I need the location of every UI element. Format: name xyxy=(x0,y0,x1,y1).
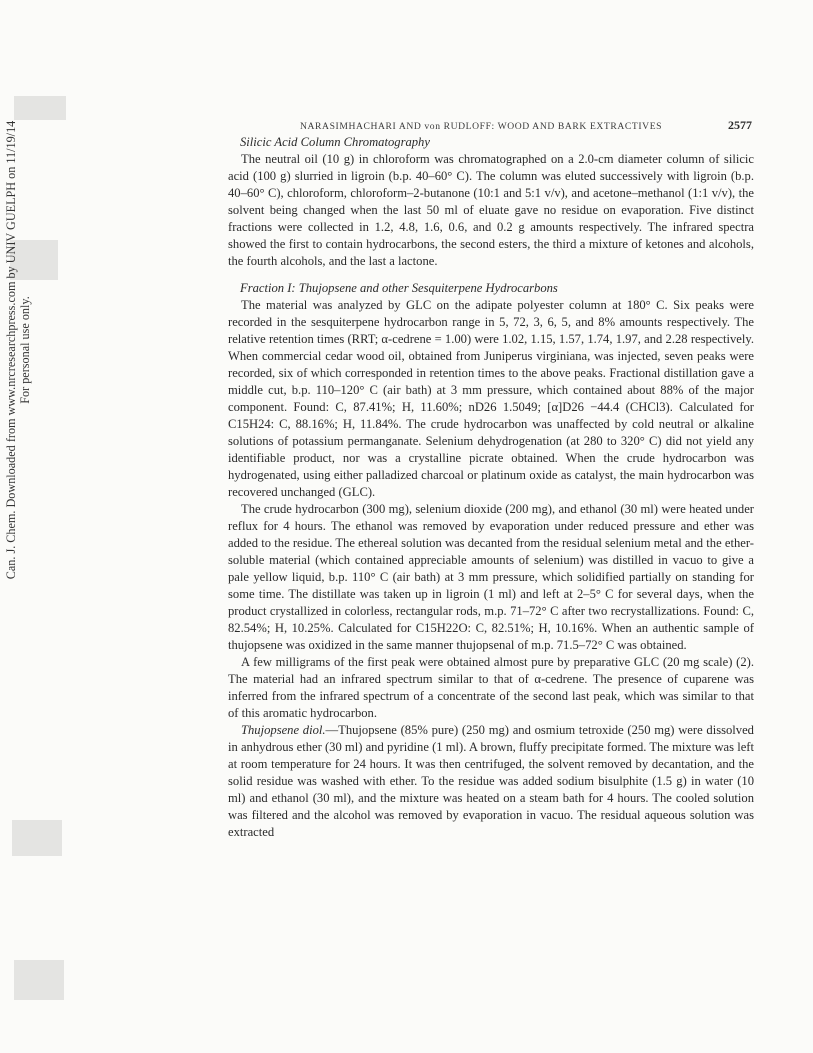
page-number: 2577 xyxy=(728,118,752,132)
download-notice-line: For personal use only. xyxy=(18,296,32,404)
paragraph: The material was analyzed by GLC on the adipate polyester column at 180° C. Six peaks were recorded in the sesquiterpene hydrocarbon range in 5, 72, 3, 6, 5, and 8% amounts respectively. The relative retention times (RRT; α-cedrene = 1.00) were 1.02, 1.15, 1.57, 1.74, 1.97, and 2.28 respectively. When commercial cedar wood oil, obtained from Juniperus virginiana, was injected, seven peaks were recorded, six of which corresponded in retention times to the above peaks. Fractional distillation gave a middle cut, b.p. 110–120° C (air bath) at 3 mm pressure, which contained about 88% of the major component. Found: C, 87.41%; H, 11.60%; nD26 1.5049; [α]D26 −44.4 (CHCl3). Calculated for C15H24: C, 88.16%; H, 11.84%. The crude hydrocarbon was unaffected by cold neutral or alkaline solutions of potassium permanganate. Selenium dehydrogenation (at 280 to 320° C) did not yield any identifiable product, nor was a crystalline picrate obtained. When the crude hydrocarbon was hydrogenated, using either palladized charcoal or platinum oxide as catalyst, the main hydrocarbon was recovered unchanged (GLC). xyxy=(228,298,754,499)
running-head: NARASIMHACHARI AND von RUDLOFF: WOOD AND BARK EXTRACTIVES xyxy=(300,121,663,132)
section-heading: Silicic Acid Column Chromatography xyxy=(240,135,430,149)
download-notice-line: Can. J. Chem. Downloaded from www.nrcresearchpress.com by UNIV GUELPH on 11/19/14 xyxy=(4,120,18,580)
article-body xyxy=(228,134,754,841)
paragraph: A few milligrams of the first peak were obtained almost pure by preparative GLC (20 mg scale) (2). The material had an infrared spectrum similar to that of α-cedrene. The presence of cuparene was inferred from the infrared spectrum of a concentrate of the second last peak, which was similar to that of this aromatic hydrocarbon. xyxy=(228,655,754,720)
paragraph xyxy=(228,722,754,841)
download-notice xyxy=(4,0,32,700)
section-heading: Fraction I: Thujopsene and other Sesquiterpene Hydrocarbons xyxy=(240,281,558,295)
subsection-lead: Thujopsene diol. xyxy=(241,723,326,737)
paragraph-text: —Thujopsene (85% pure) (250 mg) and osmium tetroxide (250 mg) were dissolved in anhydrous ether (30 ml) and pyridine (1 ml). A brown, fluffy precipitate formed. The mixture was left at room temperature for 24 hours. It was then centrifuged, the solvent removed by decantation, and the solid residue was washed with ether. To the residue was added sodium bisulphite (1.5 g) in water (10 ml) and ethanol (30 ml), and the mixture was heated on a steam bath for 4 hours. The cooled solution was filtered and the alcohol was removed by evaporation in vacuo. The residual aqueous solution was extracted xyxy=(228,723,754,839)
scan-artifact xyxy=(14,960,64,1000)
paragraph: The crude hydrocarbon (300 mg), selenium dioxide (200 mg), and ethanol (30 ml) were heated under reflux for 4 hours. The ethanol was removed by evaporation under reduced pressure and ether was added to the residue. The ethereal solution was decanted from the residual selenium metal and the ether-soluble material (which contained appreciable amounts of selenium) was distilled in vacuo to give a pale yellow liquid, b.p. 110° C (air bath) at 3 mm pressure, which solidified partially on standing for some time. The distillate was taken up in ligroin (1 ml) and left at 2–5° C for several days, when the product crystallized in colorless, rectangular rods, m.p. 71–72° C after two recrystallizations. Found: C, 82.54%; H, 10.25%. Calculated for C15H22O: C, 82.51%; H, 10.16%. When an authentic sample of thujopsene was oxidized in the same manner thujopsenal of m.p. 71.5–72° C was obtained. xyxy=(228,502,754,652)
scan-artifact xyxy=(12,820,62,856)
paragraph: The neutral oil (10 g) in chloroform was chromatographed on a 2.0-cm diameter column of silicic acid (100 g) slurried in ligroin (b.p. 40–60° C). The column was eluted successively with ligroin (b.p. 40–60° C), chloroform, chloroform–2-butanone (10:1 and 5:1 v/v), and acetone–methanol (1:1 v/v), the solvent being changed when the last 50 ml of eluate gave no residue on evaporation. Five distinct fractions were collected in 1.2, 4.8, 1.6, 0.6, and 0.2 g amounts respectively. The infrared spectra showed the first to contain hydrocarbons, the second esters, the third a mixture of ketones and alcohols, the fourth alcohols, and the last a lactone. xyxy=(228,152,754,268)
